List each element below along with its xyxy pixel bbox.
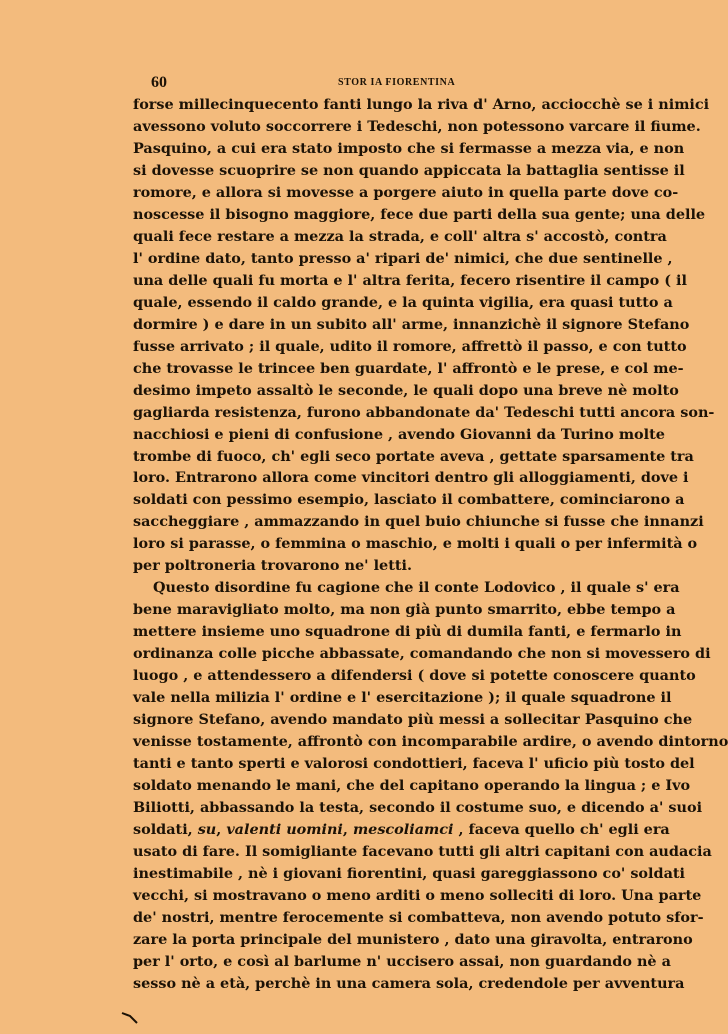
- text-line: usato di fare. Il somigliante facevano tutti gli altri capitani con audacia: [133, 842, 712, 860]
- text-line: tanti e tanto sperti e valorosi condottieri, faceva l' uficio più tosto del: [133, 755, 695, 773]
- text-line: signore Stefano, avendo mandato più messi a sollecitar Pasquino che: [133, 711, 693, 729]
- text-line: zare la porta principale del munistero , dato una giravolta, entrarono: [133, 930, 693, 948]
- text-line: che trovasse le trincee ben guardate, l' affrontò e le prese, e col me-: [133, 359, 684, 377]
- text-line: ordinanza colle picche abbassate, comandando che non si movessero di: [133, 645, 711, 663]
- paragraph-2: [133, 577, 728, 994]
- text-line: saccheggiare , ammazzando in quel buio chiunche si fusse che innanzi: [133, 513, 704, 531]
- page-number: 60: [151, 74, 167, 91]
- text-line: bene maravigliato molto, ma non già punto smarrito, ebbe tempo a: [133, 601, 676, 619]
- text-line: de' nostri, mentre ferocemente si combatteva, non avendo potuto sfor-: [133, 908, 704, 926]
- paragraph-1: [133, 94, 715, 577]
- text-line: si dovesse scuoprire se non quando appiccata la battaglia sentisse il: [133, 161, 685, 179]
- text-line: avessono voluto soccorrere i Tedeschi, non potessono varcare il fiume.: [133, 117, 701, 135]
- text-line: dormire ) e dare in un subito all' arme, innanzichè il signore Stefano: [133, 315, 690, 333]
- text-line: fusse arrivato ; il quale, udito il romore, affrettò il passo, e con tutto: [133, 337, 687, 355]
- text-segment: soldati,: [133, 820, 198, 838]
- ink-mark: [120, 1010, 142, 1026]
- italic-phrase: mescoliamci: [352, 820, 454, 838]
- text-segment: ,: [216, 820, 227, 838]
- text-line: venisse tostamente, affrontò con incomparabile ardire, o avendo dintorno: [133, 733, 728, 751]
- text-line: sesso nè a età, perchè in una camera sola, credendole per avventura: [133, 974, 685, 992]
- text-line: vecchi, si mostravano o meno arditi o meno solleciti di loro. Una parte: [133, 886, 702, 904]
- text-body: [133, 94, 728, 995]
- italic-phrase: valenti uomini: [226, 820, 343, 838]
- text-line: nacchiosi e pieni di confusione , avendo Giovanni da Turino molte: [133, 425, 665, 443]
- text-line: mettere insieme uno squadrone di più di dumila fanti, e fermarlo in: [133, 623, 682, 641]
- text-line: vale nella milizia l' ordine e l' esercitazione ); il quale squadrone il: [133, 689, 672, 707]
- text-line: gagliarda resistenza, furono abbandonate da' Tedeschi tutti ancora son-: [133, 403, 715, 421]
- text-line: romore, e allora si movesse a porgere aiuto in quella parte dove co-: [133, 183, 679, 201]
- text-segment: , faceva quello ch' egli era: [453, 820, 670, 838]
- text-line: inestimabile , nè i giovani fiorentini, quasi gareggiassono co' soldati: [133, 864, 686, 882]
- running-title: STOR IA FIORENTINA: [338, 77, 456, 88]
- text-line: per l' orto, e così al barlume n' uccisero assai, non guardando nè a: [133, 952, 671, 970]
- text-line: Pasquino, a cui era stato imposto che si fermasse a mezza via, e non: [133, 139, 685, 157]
- text-line: loro si parasse, o femmina o maschio, e molti i quali o per infermità o: [133, 535, 698, 553]
- text-line: soldati con pessimo esempio, lasciato il combattere, cominciarono a: [133, 491, 685, 509]
- text-line: quale, essendo il caldo grande, e la quinta vigilia, era quasi tutto a: [133, 293, 673, 311]
- text-segment: ,: [342, 820, 353, 838]
- page-header: [133, 74, 651, 96]
- text-line: l' ordine dato, tanto presso a' ripari de' nimici, che due sentinelle ,: [133, 249, 673, 267]
- italic-phrase: su: [197, 820, 217, 838]
- text-line: quali fece restare a mezza la strada, e coll' altra s' accostò, contra: [133, 227, 667, 245]
- text-line: trombe di fuoco, ch' egli seco portate aveva , gettate sparsamente tra: [133, 447, 694, 465]
- text-line: forse millecinquecento fanti lungo la riva d' Arno, acciocchè se i nimici: [133, 96, 710, 113]
- text-line: loro. Entrarono allora come vincitori dentro gli alloggiamenti, dove i: [133, 469, 689, 487]
- text-line: noscesse il bisogno maggiore, fece due parti della sua gente; una delle: [133, 205, 706, 223]
- text-line: Questo disordine fu cagione che il conte Lodovico , il quale s' era: [153, 579, 680, 597]
- text-line: una delle quali fu morta e l' altra ferita, fecero risentire il campo ( il: [133, 271, 687, 289]
- text-line: luogo , e attendessero a difendersi ( dove si potette conoscere quanto: [133, 667, 696, 685]
- text-line: soldato menando le mani, che del capitano operando la lingua ; e Ivo: [133, 777, 691, 795]
- text-line: Biliotti, abbassando la testa, secondo il costume suo, e dicendo a' suoi: [133, 799, 703, 816]
- text-line-with-italics: [133, 819, 670, 841]
- text-line: desimo impeto assaltò le seconde, le quali dopo una breve nè molto: [133, 381, 679, 399]
- text-line: per poltroneria trovarono ne' letti.: [133, 557, 412, 575]
